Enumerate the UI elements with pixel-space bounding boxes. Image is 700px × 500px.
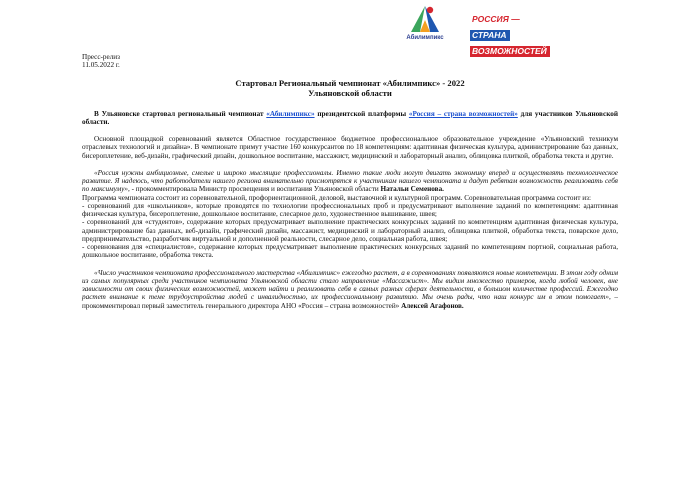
title-line-2: Ульяновской области xyxy=(308,88,392,98)
document-body xyxy=(82,53,618,310)
release-date: 11.05.2022 г. xyxy=(82,61,120,70)
rsv-platform-link[interactable]: «Россия – страна возможностей» xyxy=(408,109,518,118)
director-name: Алексей Агафонов. xyxy=(401,301,464,310)
director-quote: «Число участников чемпионата профессионального мастерства «Абилимпикс» ежегодно растет, а в соревнованиях появляются новые компетенции. В этом году одним из самых популярных среди участников чемпионата Ульяновской области стало направление «Массажист». Мы видим множество примеров, когда любой человек, вне зависимости от своих физических возможностей, может найти и реализовать себя в самых разных сферах деятельности, в большом количестве профессий. Ежегодно растет внимание к теме трудоустройства людей с инвалидностью, их профессиональному развитию. Мы очень рады, что наш конкурс им в этом помогает» xyxy=(82,268,618,302)
rsv-logo-line-3: ВОЗМОЖНОСТЕЙ xyxy=(470,46,550,57)
russia-land-of-opportunity-logo xyxy=(470,10,547,58)
minister-name: Натальи Семенова. xyxy=(380,185,444,194)
director-quote-paragraph xyxy=(82,269,618,310)
minister-quote: «Россия нужны амбициозные, смелые и широко мыслящие профессионалы. Именно такие люди могут двигать экономику вперед и осуществлять технологическое развитие. Я надеюсь, что работодатели нашего региона внимательно присмотрятся к участникам нашего чемпионата и дадут ребятам возможность реализовать себя по максимуму» xyxy=(82,168,618,194)
rsv-logo-line-2: СТРАНА xyxy=(470,30,510,41)
press-release-label: Пресс-релиз xyxy=(82,53,120,61)
abilimpiks-logo-icon xyxy=(408,4,442,34)
program-item-students: - соревнований для «студентов», содержание которых предусматривает выполнение практических конкурсных заданий по компетенциям адаптивная физическая культура, администрирование баз данных, веб-дизайн, графический дизайн, массажист, медицинский и лабораторный анализ, облицовка плиткой, обработка текста, поварское дело, предпринимательство, разработчик виртуальной и дополненной реальности, слесарное дело, социальная работа, швея; xyxy=(82,218,618,243)
document-title xyxy=(82,78,618,99)
rsv-logo-line-1: РОССИЯ — xyxy=(472,14,520,24)
lead-text-3: для участников Ульяновской области. xyxy=(82,109,618,126)
program-paragraph: Программа чемпионата состоит из соревновательной, профориентационной, деловой, выставочной и культурной программ. Соревновательная программа состоит из: xyxy=(82,193,591,202)
header-logos xyxy=(402,4,547,58)
abilimpiks-logo xyxy=(402,4,448,41)
lead-text-1: В Ульяновске стартовал региональный чемпионат xyxy=(94,109,267,118)
lead-paragraph xyxy=(82,110,618,127)
program-item-schoolchildren: - соревнований для «школьников», которые проводятся по технологии профессиональных проб и предусматривают выполнение заданий по компетенциям: адаптивная физическая культура, бисероплетение, дошкольное воспитание, слесарное дело, художественное вышивание, швея; xyxy=(82,201,618,218)
venue-paragraph: Основной площадкой соревнований является Областное государственное бюджетное профессиональное образовательное учреждение «Ульяновский техникум отраслевых технологий и дизайна». В чемпионате примут участие 160 конкурсантов по 18 компетенциям: адаптивная физическая культура, администрирование баз данных, бисероплетение, веб-дизайн, графический дизайн, дошкольное воспитание, массажист, медицинский и лабораторный анализ, облицовка плиткой, обработка текста и другие. xyxy=(82,135,618,160)
program-item-specialists: - соревнования для «специалистов», содержание которых предусматривает выполнение практических конкурсных заданий по компетенциям портной, социальная работа, дошкольное воспитание, обработка текста. xyxy=(82,243,618,260)
abilimpiks-link[interactable]: «Абилимпикс» xyxy=(266,109,315,118)
minister-quote-paragraph xyxy=(82,169,618,194)
lead-text-2: президентской платформы xyxy=(314,109,409,118)
director-quote-attribution: , – прокомментировал первый заместитель генерального директора АНО «Россия – страна возможностей» xyxy=(82,293,619,310)
abilimpiks-logo-caption: Абилимпикс xyxy=(406,35,444,41)
minister-quote-attribution: , - прокомментировала Министр просвещения и воспитания Ульяновской области xyxy=(128,185,381,194)
title-line-1: Стартовал Региональный чемпионат «Абилимпикс» - 2022 xyxy=(235,77,465,88)
